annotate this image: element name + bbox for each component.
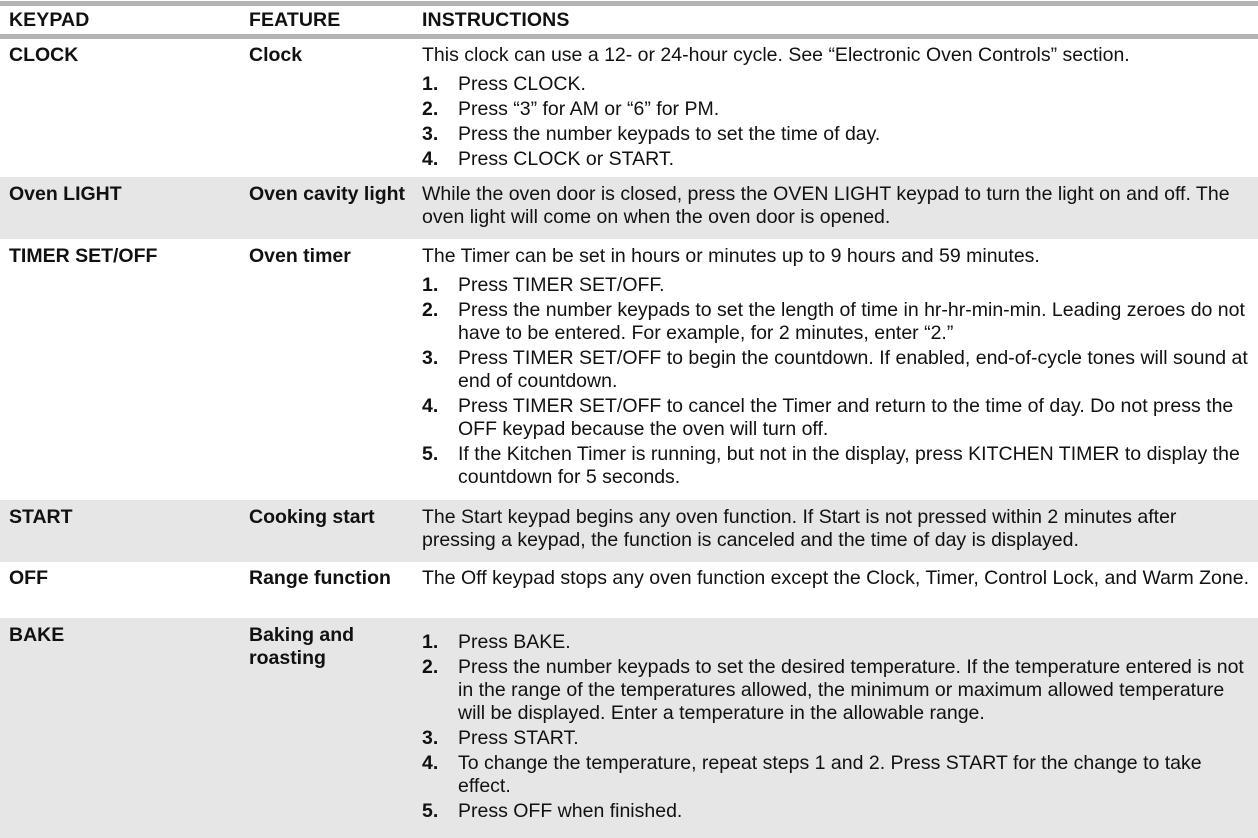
step-text: Press “3” for AM or “6” for PM.	[458, 98, 720, 120]
keypad-cell: BAKE	[9, 624, 65, 646]
table-row-off	[0, 562, 1258, 618]
feature-cell: Oven cavity light	[249, 183, 406, 205]
step-item	[422, 123, 1254, 146]
step-item	[422, 395, 1254, 441]
step-number: 3.	[422, 727, 439, 749]
keypad-cell: OFF	[9, 567, 48, 589]
instructions-intro: The Off keypad stops any oven function except the Clock, Timer, Control Lock, and Warm Zone.	[422, 567, 1249, 589]
step-number: 3.	[422, 123, 439, 145]
step-text: Press BAKE.	[458, 631, 571, 653]
instructions-cell	[413, 183, 1258, 239]
step-number: 3.	[422, 347, 439, 369]
step-number: 1.	[422, 631, 439, 653]
feature-cell: Baking and roasting	[249, 624, 355, 669]
steps-list	[422, 274, 1254, 489]
feature-cell: Oven timer	[249, 245, 351, 267]
header-keypad: KEYPAD	[9, 8, 90, 31]
keypad-cell: CLOCK	[9, 44, 79, 66]
feature-cell: Range function	[249, 567, 391, 589]
step-item	[422, 727, 1254, 750]
step-text: Press CLOCK.	[458, 73, 586, 95]
step-item	[422, 148, 1254, 171]
step-item	[422, 299, 1254, 345]
step-item	[422, 98, 1254, 121]
feature-cell: Clock	[249, 44, 303, 66]
step-item	[422, 800, 1254, 823]
step-text: Press TIMER SET/OFF.	[458, 274, 665, 296]
instructions-intro: This clock can use a 12- or 24-hour cycle. See “Electronic Oven Controls” section.	[422, 44, 1130, 66]
step-number: 2.	[422, 98, 439, 120]
instructions-cell	[413, 245, 1258, 500]
instructions-intro: The Start keypad begins any oven function. If Start is not pressed within 2 minutes after pressing a keypad, the function is canceled and the time of day is displayed.	[422, 506, 1177, 551]
instructions-cell	[413, 506, 1258, 562]
step-number: 5.	[422, 800, 439, 822]
keypad-cell: START	[9, 506, 73, 528]
instructions-intro: While the oven door is closed, press the OVEN LIGHT keypad to turn the light on and off. The oven light will come on when the oven door is opened.	[422, 183, 1230, 228]
table-row-bake	[0, 618, 1258, 838]
instructions-cell	[413, 567, 1258, 618]
step-item	[422, 73, 1254, 96]
step-text: If the Kitchen Timer is running, but not in the display, press KITCHEN TIMER to display the countdown for 5 seconds.	[458, 443, 1240, 488]
table-row-start	[0, 500, 1258, 562]
step-item	[422, 274, 1254, 297]
step-number: 5.	[422, 443, 439, 465]
steps-list	[422, 631, 1254, 823]
feature-cell: Cooking start	[249, 506, 375, 528]
step-number: 4.	[422, 752, 439, 774]
instructions-cell	[413, 624, 1258, 838]
step-item	[422, 631, 1254, 654]
step-item	[422, 347, 1254, 393]
step-text: Press TIMER SET/OFF to cancel the Timer and return to the time of day. Do not press the OFF keypad because the oven will turn off.	[458, 395, 1234, 440]
step-text: Press the number keypads to set the desired temperature. If the temperature entered is not in the range of the temperatures allowed, the minimum or maximum allowed temperature will be displayed. Enter a temperature in the allowable range.	[458, 656, 1244, 724]
keypad-instructions-table	[0, 1, 1258, 838]
step-number: 4.	[422, 395, 439, 417]
step-text: Press the number keypads to set the length of time in hr-hr-min-min. Leading zeroes do not have to be entered. For example, for 2 minutes, enter “2.”	[458, 299, 1245, 344]
table-header	[0, 6, 1258, 34]
step-number: 1.	[422, 274, 439, 296]
step-number: 1.	[422, 73, 439, 95]
table-row-clock	[0, 39, 1258, 177]
instructions-cell	[413, 44, 1258, 177]
step-number: 2.	[422, 299, 439, 321]
step-text: Press START.	[458, 727, 579, 749]
table-row-oven-light	[0, 177, 1258, 239]
instructions-intro: The Timer can be set in hours or minutes up to 9 hours and 59 minutes.	[422, 245, 1040, 267]
step-number: 4.	[422, 148, 439, 170]
step-number: 2.	[422, 656, 439, 678]
keypad-cell: Oven LIGHT	[9, 183, 122, 205]
step-text: Press OFF when finished.	[458, 800, 683, 822]
header-instructions: INSTRUCTIONS	[422, 8, 570, 31]
header-feature: FEATURE	[249, 8, 341, 31]
step-text: Press the number keypads to set the time of day.	[458, 123, 881, 145]
step-item	[422, 752, 1254, 798]
table-row-timer	[0, 239, 1258, 500]
steps-list	[422, 73, 1254, 171]
step-text: To change the temperature, repeat steps 1 and 2. Press START for the change to take effect.	[458, 752, 1202, 797]
step-text: Press TIMER SET/OFF to begin the countdown. If enabled, end-of-cycle tones will sound at end of countdown.	[458, 347, 1248, 392]
keypad-cell: TIMER SET/OFF	[9, 245, 158, 267]
step-item	[422, 656, 1254, 725]
step-text: Press CLOCK or START.	[458, 148, 674, 170]
step-item	[422, 443, 1254, 489]
